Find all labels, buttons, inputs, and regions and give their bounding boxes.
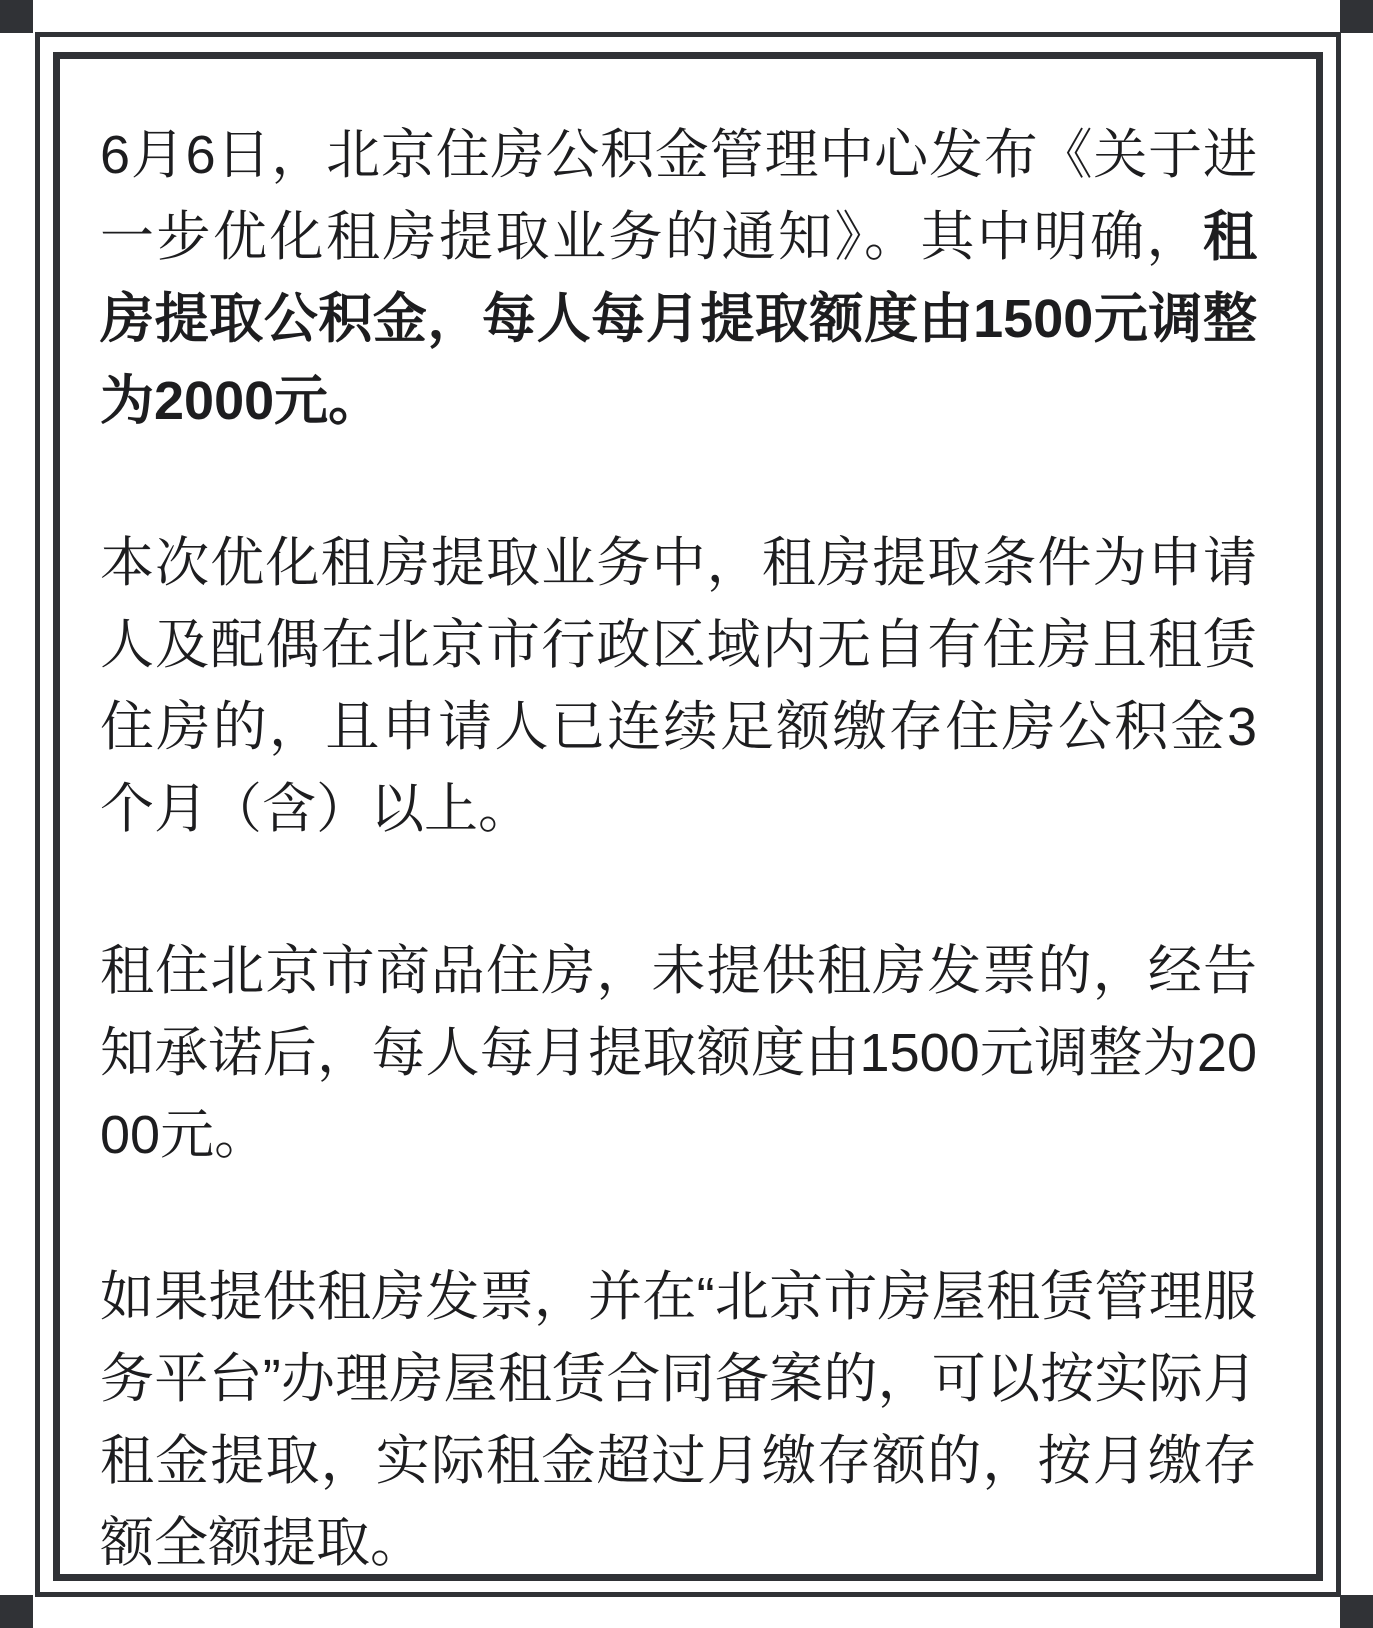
paragraph <box>100 522 1257 850</box>
body-text: 6月6日，北京住房公积金管理中心发布《关于进一步优化租房提取业务的通知》。其中明确， <box>100 125 1257 267</box>
article-body <box>100 114 1257 1584</box>
body-text: 租住北京市商品住房，未提供租房发票的，经告知承诺后，每人每月提取额度由1500元调整为2000元。 <box>100 941 1257 1165</box>
paragraph <box>100 1256 1257 1584</box>
body-text: 如果提供租房发票，并在“北京市房屋租赁管理服务平台”办理房屋租赁合同备案的，可以按实际月租金提取，实际租金超过月缴存额的，按月缴存额全额提取。 <box>100 1267 1257 1573</box>
corner-square-bottom-right <box>1340 1595 1373 1628</box>
body-text: 本次优化租房提取业务中，租房提取条件为申请人及配偶在北京市行政区域内无自有住房且租赁住房的，且申请人已连续足额缴存住房公积金3个月（含）以上。 <box>100 533 1257 839</box>
corner-square-bottom-left <box>0 1595 33 1628</box>
highlighted-text: 租房提取公积金，每人每月提取额度由1500元调整为2000元。 <box>100 207 1257 431</box>
paragraph <box>100 930 1257 1176</box>
corner-square-top-right <box>1340 0 1373 33</box>
corner-square-top-left <box>0 0 33 33</box>
paragraph <box>100 114 1257 442</box>
